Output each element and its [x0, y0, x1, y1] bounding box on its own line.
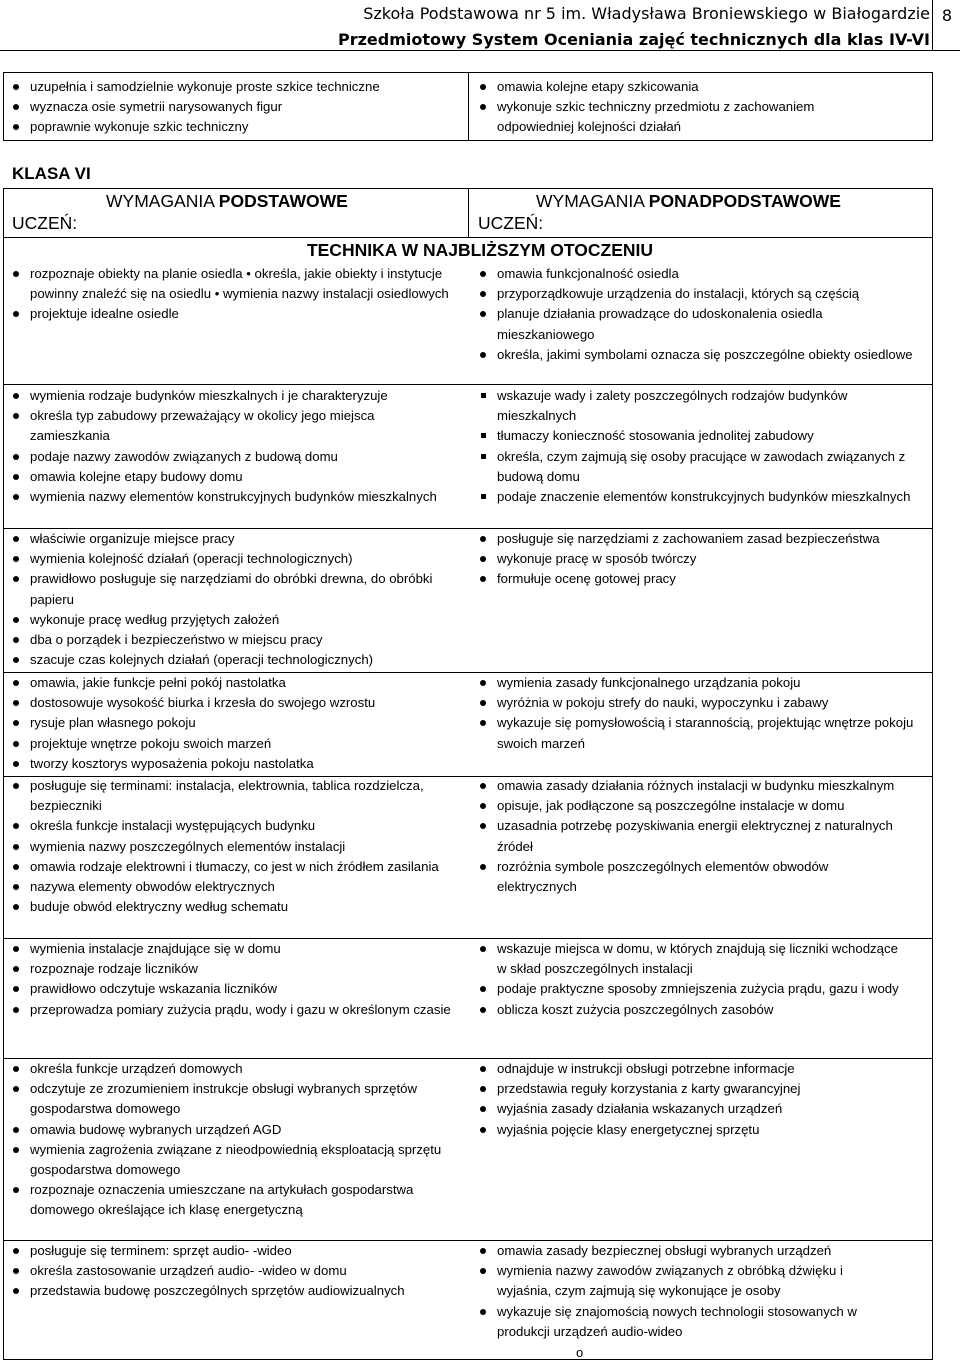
- row-5-basic: [4, 776, 444, 917]
- list-item: określa, czym zajmują się osoby pracujące w zawodach związanych z budową domu: [471, 447, 911, 487]
- list-item: wyznacza osie symetrii narysowanych figur: [4, 97, 464, 117]
- continuation-left-list: [4, 77, 464, 138]
- list-item: wymienia nazwy elementów konstrukcyjnych budynków mieszkalnych: [4, 487, 454, 507]
- list-item: wykazuje się znajomością nowych technologii stosowanych w produkcji urządzeń audio-wideo: [471, 1302, 891, 1342]
- row-3-basic: [4, 529, 454, 670]
- footer-mark: o: [576, 1345, 584, 1360]
- list-item: planuje działania prowadzące do udoskonalenia osiedla mieszkaniowego: [471, 304, 923, 344]
- list-item: podaje praktyczne sposoby zmniejszenia zużycia prądu, gazu i wody: [471, 979, 906, 999]
- basic-requirements-heading: WYMAGANIA PODSTAWOWE: [106, 191, 348, 211]
- list-item: uzupełnia i samodzielnie wykonuje proste szkice techniczne: [4, 77, 464, 97]
- page-number: 8: [932, 0, 960, 51]
- list-item: podaje nazwy zawodów związanych z budową domu: [4, 447, 454, 467]
- list-item: określa zastosowanie urządzeń audio- -wideo w domu: [4, 1261, 464, 1281]
- list-item: prawidłowo odczytuje wskazania liczników: [4, 979, 459, 999]
- row-4-advanced: [471, 673, 926, 754]
- section-title: TECHNIKA W NAJBLIŻSZYM OTOCZENIU: [306, 240, 654, 260]
- list-item: projektuje wnętrze pokoju swoich marzeń: [4, 734, 454, 754]
- list-item: tworzy kosztorys wyposażenia pokoju nastolatka: [4, 754, 454, 774]
- list-item: dba o porządek i bezpieczeństwo w miejscu pracy: [4, 630, 454, 650]
- list-item: buduje obwód elektryczny według schematu: [4, 897, 444, 917]
- list-item: wymienia zagrożenia związane z nieodpowiednią eksploatacją sprzętu gospodarstwa domowego: [4, 1140, 464, 1180]
- row-1-advanced: [471, 264, 923, 365]
- list-item: omawia zasady działania różnych instalacji w budynku mieszkalnym: [471, 776, 901, 796]
- list-item: rysuje plan własnego pokoju: [4, 713, 454, 733]
- list-item: posługuje się terminem: sprzęt audio- -wideo: [4, 1241, 464, 1261]
- list-item: rozpoznaje oznaczenia umieszczane na artykułach gospodarstwa domowego określające ich klasę energetyczną: [4, 1180, 464, 1220]
- list-item: omawia, jakie funkcje pełni pokój nastolatka: [4, 673, 454, 693]
- list-item: omawia budowę wybranych urządzeń AGD: [4, 1120, 464, 1140]
- list-item: przyporządkowuje urządzenia do instalacji, których są częścią: [471, 284, 923, 304]
- list-item: wymienia nazwy poszczególnych elementów instalacji: [4, 837, 444, 857]
- list-item: przeprowadza pomiary zużycia prądu, wody i gazu w określonym czasie: [4, 1000, 459, 1020]
- list-item: wykonuje szkic techniczny przedmiotu z zachowaniem odpowiedniej kolejności działań: [471, 97, 891, 137]
- list-item: odnajduje w instrukcji obsługi potrzebne informacje: [471, 1059, 911, 1079]
- list-item: wymienia rodzaje budynków mieszkalnych i je charakteryzuje: [4, 386, 454, 406]
- list-item: opisuje, jak podłączone są poszczególne instalacje w domu: [471, 796, 901, 816]
- list-item: wyróżnia w pokoju strefy do nauki, wypoczynku i zabawy: [471, 693, 926, 713]
- row-7-basic: [4, 1059, 464, 1221]
- class-heading: KLASA VI: [12, 164, 91, 183]
- row-5-advanced: [471, 776, 901, 897]
- row-8-basic: [4, 1241, 464, 1302]
- school-name: Szkoła Podstawowa nr 5 im. Władysława Broniewskiego w Białogardzie: [363, 4, 930, 23]
- row-6-advanced: [471, 939, 906, 1020]
- row-7-advanced: [471, 1059, 911, 1140]
- list-item: poprawnie wykonuje szkic techniczny: [4, 117, 464, 137]
- list-item: oblicza koszt zużycia poszczególnych zasobów: [471, 1000, 906, 1020]
- continuation-right: [471, 77, 891, 138]
- list-item: tłumaczy konieczność stosowania jednolitej zabudowy: [471, 426, 911, 446]
- list-item: projektuje idealne osiedle: [4, 304, 464, 324]
- row-3-advanced: [471, 529, 891, 590]
- list-item: omawia zasady bezpiecznej obsługi wybranych urządzeń: [471, 1241, 891, 1261]
- list-item: wymienia instalacje znajdujące się w domu: [4, 939, 459, 959]
- list-item: wyjaśnia zasady działania wskazanych urządzeń: [471, 1099, 911, 1119]
- list-item: odczytuje ze zrozumieniem instrukcje obsługi wybranych sprzętów gospodarstwa domowego: [4, 1079, 464, 1119]
- list-item: omawia funkcjonalność osiedla: [471, 264, 923, 284]
- list-item: wykazuje się pomysłowością i starannością, projektując wnętrze pokoju swoich marzeń: [471, 713, 926, 753]
- list-item: szacuje czas kolejnych działań (operacji technologicznych): [4, 650, 454, 670]
- list-item: wskazuje wady i zalety poszczególnych rodzajów budynków mieszkalnych: [471, 386, 911, 426]
- grading-system-title: Przedmiotowy System Oceniania zajęć technicznych dla klas IV-VI: [338, 30, 930, 49]
- continuation-right-list: [471, 77, 891, 138]
- row-4-basic: [4, 673, 454, 774]
- list-item: określa funkcje urządzeń domowych: [4, 1059, 464, 1079]
- header-divider: [0, 50, 932, 51]
- list-item: wymienia kolejność działań (operacji technologicznych): [4, 549, 454, 569]
- list-item: formułuje ocenę gotowej pracy: [471, 569, 891, 589]
- row-6-basic: [4, 939, 459, 1020]
- row-1-basic: [4, 264, 464, 325]
- list-item: dostosowuje wysokość biurka i krzesła do swojego wzrostu: [4, 693, 454, 713]
- header-divider-vertical: [468, 188, 469, 237]
- list-item: właściwie organizuje miejsce pracy: [4, 529, 454, 549]
- list-item: wykonuje pracę w sposób twórczy: [471, 549, 891, 569]
- row-divider: [3, 384, 932, 385]
- student-label-right: UCZEŃ:: [478, 213, 544, 233]
- list-item: przedstawia reguły korzystania z karty gwarancyjnej: [471, 1079, 911, 1099]
- list-item: wskazuje miejsca w domu, w których znajdują się liczniki wchodzące w skład poszczególnych instalacji: [471, 939, 906, 979]
- list-item: określa, jakimi symbolami oznacza się poszczególne obiekty osiedlowe: [471, 345, 923, 365]
- list-item: wyjaśnia pojęcie klasy energetycznej sprzętu: [471, 1120, 911, 1140]
- row-2-advanced: [471, 386, 911, 507]
- list-item: wykonuje pracę według przyjętych założeń: [4, 610, 454, 630]
- list-item: rozpoznaje obiekty na planie osiedla • określa, jakie obiekty i instytucje powinny znaleźć się na osiedlu • wymienia nazwy instalacji osiedlowych: [4, 264, 464, 304]
- row-8-advanced: [471, 1241, 891, 1342]
- continuation-divider: [468, 72, 469, 140]
- list-item: omawia kolejne etapy szkicowania: [471, 77, 891, 97]
- list-item: przedstawia budowę poszczególnych sprzętów audiowizualnych: [4, 1281, 464, 1301]
- list-item: omawia rodzaje elektrowni i tłumaczy, co jest w nich źródłem zasilania: [4, 857, 444, 877]
- list-item: wymienia nazwy zawodów związanych z obróbką dźwięku i wyjaśnia, czym zajmują się wykonujące je osoby: [471, 1261, 891, 1301]
- list-item: nazywa elementy obwodów elektrycznych: [4, 877, 444, 897]
- advanced-requirements-heading: WYMAGANIA PONADPODSTAWOWE: [536, 191, 841, 211]
- list-item: określa typ zabudowy przeważający w okolicy jego miejsca zamieszkania: [4, 406, 454, 446]
- list-item: posługuje się narzędziami z zachowaniem zasad bezpieczeństwa: [471, 529, 891, 549]
- list-item: omawia kolejne etapy budowy domu: [4, 467, 454, 487]
- list-item: wymienia zasady funkcjonalnego urządzania pokoju: [471, 673, 926, 693]
- header-row-divider: [3, 237, 932, 238]
- student-label-left: UCZEŃ:: [12, 213, 78, 233]
- list-item: prawidłowo posługuje się narzędziami do obróbki drewna, do obróbki papieru: [4, 569, 454, 609]
- list-item: uzasadnia potrzebę pozyskiwania energii elektrycznej z naturalnych źródeł: [471, 816, 901, 856]
- continuation-left: [4, 77, 464, 138]
- list-item: rozpoznaje rodzaje liczników: [4, 959, 459, 979]
- list-item: posługuje się terminami: instalacja, elektrownia, tablica rozdzielcza, bezpieczniki: [4, 776, 444, 816]
- list-item: określa funkcje instalacji występujących budynku: [4, 816, 444, 836]
- row-2-basic: [4, 386, 454, 507]
- list-item: rozróżnia symbole poszczególnych elementów obwodów elektrycznych: [471, 857, 901, 897]
- list-item: podaje znaczenie elementów konstrukcyjnych budynków mieszkalnych: [471, 487, 911, 507]
